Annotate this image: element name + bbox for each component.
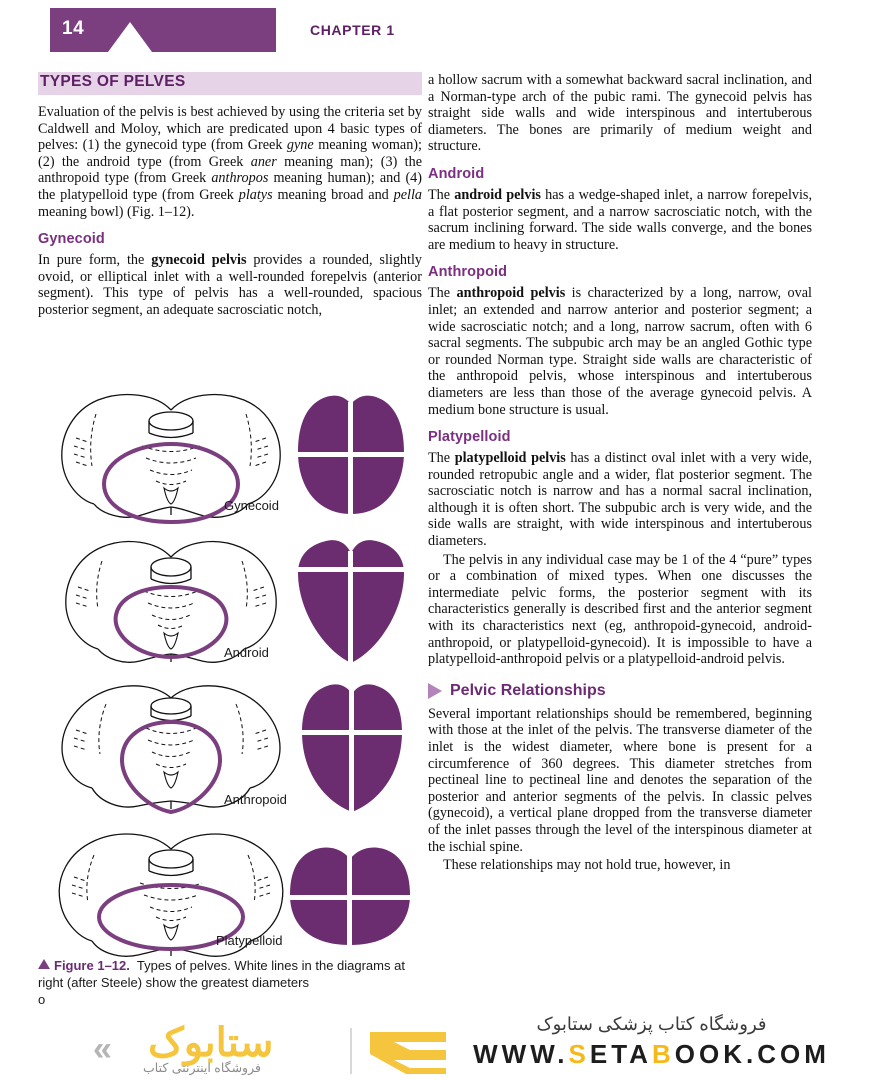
inlet-shape-android [296, 539, 406, 667]
caption-obscured-1: o [38, 992, 46, 1007]
figure-row-android [38, 535, 422, 682]
section-heading-types-of-pelves [38, 72, 422, 95]
url-s: S [568, 1039, 590, 1069]
figure-row-gynecoid [38, 388, 422, 535]
watermark-logo-group [88, 1016, 388, 1076]
paragraph-relationships-2: These relationships may not hold true, however, in [443, 857, 731, 874]
paragraph-android: The android pelvis has a wedge-shaped inlet, a narrow forepelvis, a flat posterior segment, and a narrow sacrosciatic notch, with the sacrum inclining forward. The side walls converge, and the bones are medium to heavy in structure. [428, 186, 813, 253]
subheading-anthropoid: Anthropoid [428, 264, 508, 281]
paragraph-platypelloid: The platypelloid pelvis has a distinct oval inlet with a very wide, rounded retropubic angle and a wider, flat posterior segment. The sacrosciatic notch is narrow and has a normal sacral inclination, although it is often short. The subpubic arch is very wide, and the side walls are straight, with wide interspinous and intertuberous diameters. [428, 450, 813, 550]
inlet-shape-anthropoid [300, 684, 404, 816]
header-notch-shape [108, 22, 152, 52]
watermark-footer [0, 1008, 873, 1080]
inlet-shape-platypelloid [288, 845, 412, 961]
paragraph-gynecoid: In pure form, the gynecoid pelvis provides a rounded, slightly ovoid, or elliptical inlet with a well-rounded forepelvis (anterior segment). This type of pelvis has a well-rounded, spacious posterior segment, an adequate sacrosciatic notch, [38, 252, 422, 318]
figure-label-gynecoid: Gynecoid [224, 498, 279, 513]
paragraph-intro: Evaluation of the pelvis is best achieved by using the criteria set by Caldwell and Moloy, which are predicated upon 4 basic types of pelves: (1) the gynecoid type (from Greek gyne meaning woman); (2) the android type (from Greek aner meaning man); (3) the anthropoid type (from Greek anthropos meaning human); and (4) the platypelloid type (from Greek platys meaning broad and pella meaning bowl) (Fig. 1–12). [38, 104, 422, 220]
watermark-tagline-fa: فروشگاه کتاب پزشکی ستابوک [536, 1014, 767, 1034]
right-column [428, 72, 812, 876]
url-b: B [651, 1039, 675, 1069]
section-heading-pelvic-relationships [428, 682, 812, 700]
caption-figure-number: Figure 1–12. [54, 958, 130, 973]
url-eta: ETA [589, 1039, 652, 1069]
page-number: 14 [62, 18, 85, 39]
triangle-right-icon [428, 683, 442, 699]
figure-row-anthropoid [38, 682, 422, 829]
watermark-sub-fa: فروشگاه اینترنتی کتاب [143, 1061, 261, 1075]
figure-label-platypelloid: Platypelloid [216, 933, 283, 948]
running-head [0, 0, 873, 62]
paragraph-gynecoid-continued: a hollow sacrum with a somewhat backward sacral inclination, and a Norman-type arch of the pubic rami. The gynecoid pelvis has straight side walls and wide interspinous and intertuberous diameters. The bones are primarily of medium weight and structure. [428, 72, 812, 155]
paragraph-mixed-types: The pelvis in any individual case may be 1 of the 4 “pure” types or a combination of mixed types. When one discusses the intermediate pelvic forms, the posterior segment with its characteristics generally is described first and the anterior segment with its characteristics next (eg, anthropoid-gynecoid, android-anthropoid, or platypelloid-gynecoid). It is impossible to have a platypelloid-anthropoid pelvis or a platypelloid-android pelvis. [428, 551, 812, 668]
paragraph-relationships: Several important relationships should be remembered, beginning with those at the inlet of the pelvis. The transverse diameter of the inlet is the widest diameter, where bone is present for a circumference of 360 degrees. This diameter stretches from pectineal line to pectineal line and denotes the separation of the posterior and anterior segments of the pelvis. In classic pelves (gynecoid), a vertical plane dropped from the transverse diameter of the inlet passes through the level of the interspinous diameter at the ischial spine. [428, 705, 812, 855]
subheading-android: Android [428, 165, 485, 182]
watermark-text-group [430, 1014, 873, 1070]
figure-label-anthropoid: Anthropoid [224, 792, 287, 807]
figure-row-platypelloid [38, 829, 422, 976]
watermark-divider [350, 1028, 352, 1074]
subheading-platypelloid: Platypelloid [428, 429, 511, 446]
url-prefix: WWW. [473, 1039, 569, 1069]
caption-body: Types of pelves. White lines in the diagrams at right (after Steele) show the greatest diameters [38, 958, 405, 990]
chapter-label: CHAPTER 1 [310, 22, 395, 38]
paragraph-anthropoid: The anthropoid pelvis is characterized by a long, narrow, oval inlet; an extended and narrow anterior and posterior segment; a wide sacrosciatic notch; and a long, narrow sacrum, often with 6 sacral segments. The subpubic arch may be an angled Gothic type or rounded Norman type. Straight side walls are characteristic of the anthropoid pelvis, whose interspinous and intertuberous diameters are less than those of the average gynecoid pelvis. A medium bone structure is usual. [428, 285, 812, 418]
watermark-brand-fa: ستابوک [148, 1021, 274, 1065]
watermark-url [430, 1039, 873, 1070]
subheading-gynecoid: Gynecoid [38, 231, 105, 248]
left-column [38, 72, 422, 321]
pelvis-outline-platypelloid [46, 829, 296, 969]
section-heading-label: TYPES OF PELVES [40, 73, 186, 90]
chevron-left-icon: « [93, 1030, 112, 1068]
pelvic-relationships-label: Pelvic Relationships [450, 681, 606, 699]
url-suffix: OOK.COM [674, 1039, 830, 1069]
figure-label-android: Android [224, 645, 269, 660]
caption-triangle-icon [38, 959, 50, 969]
figure-1-12 [38, 388, 422, 976]
inlet-shape-gynecoid [296, 394, 406, 522]
